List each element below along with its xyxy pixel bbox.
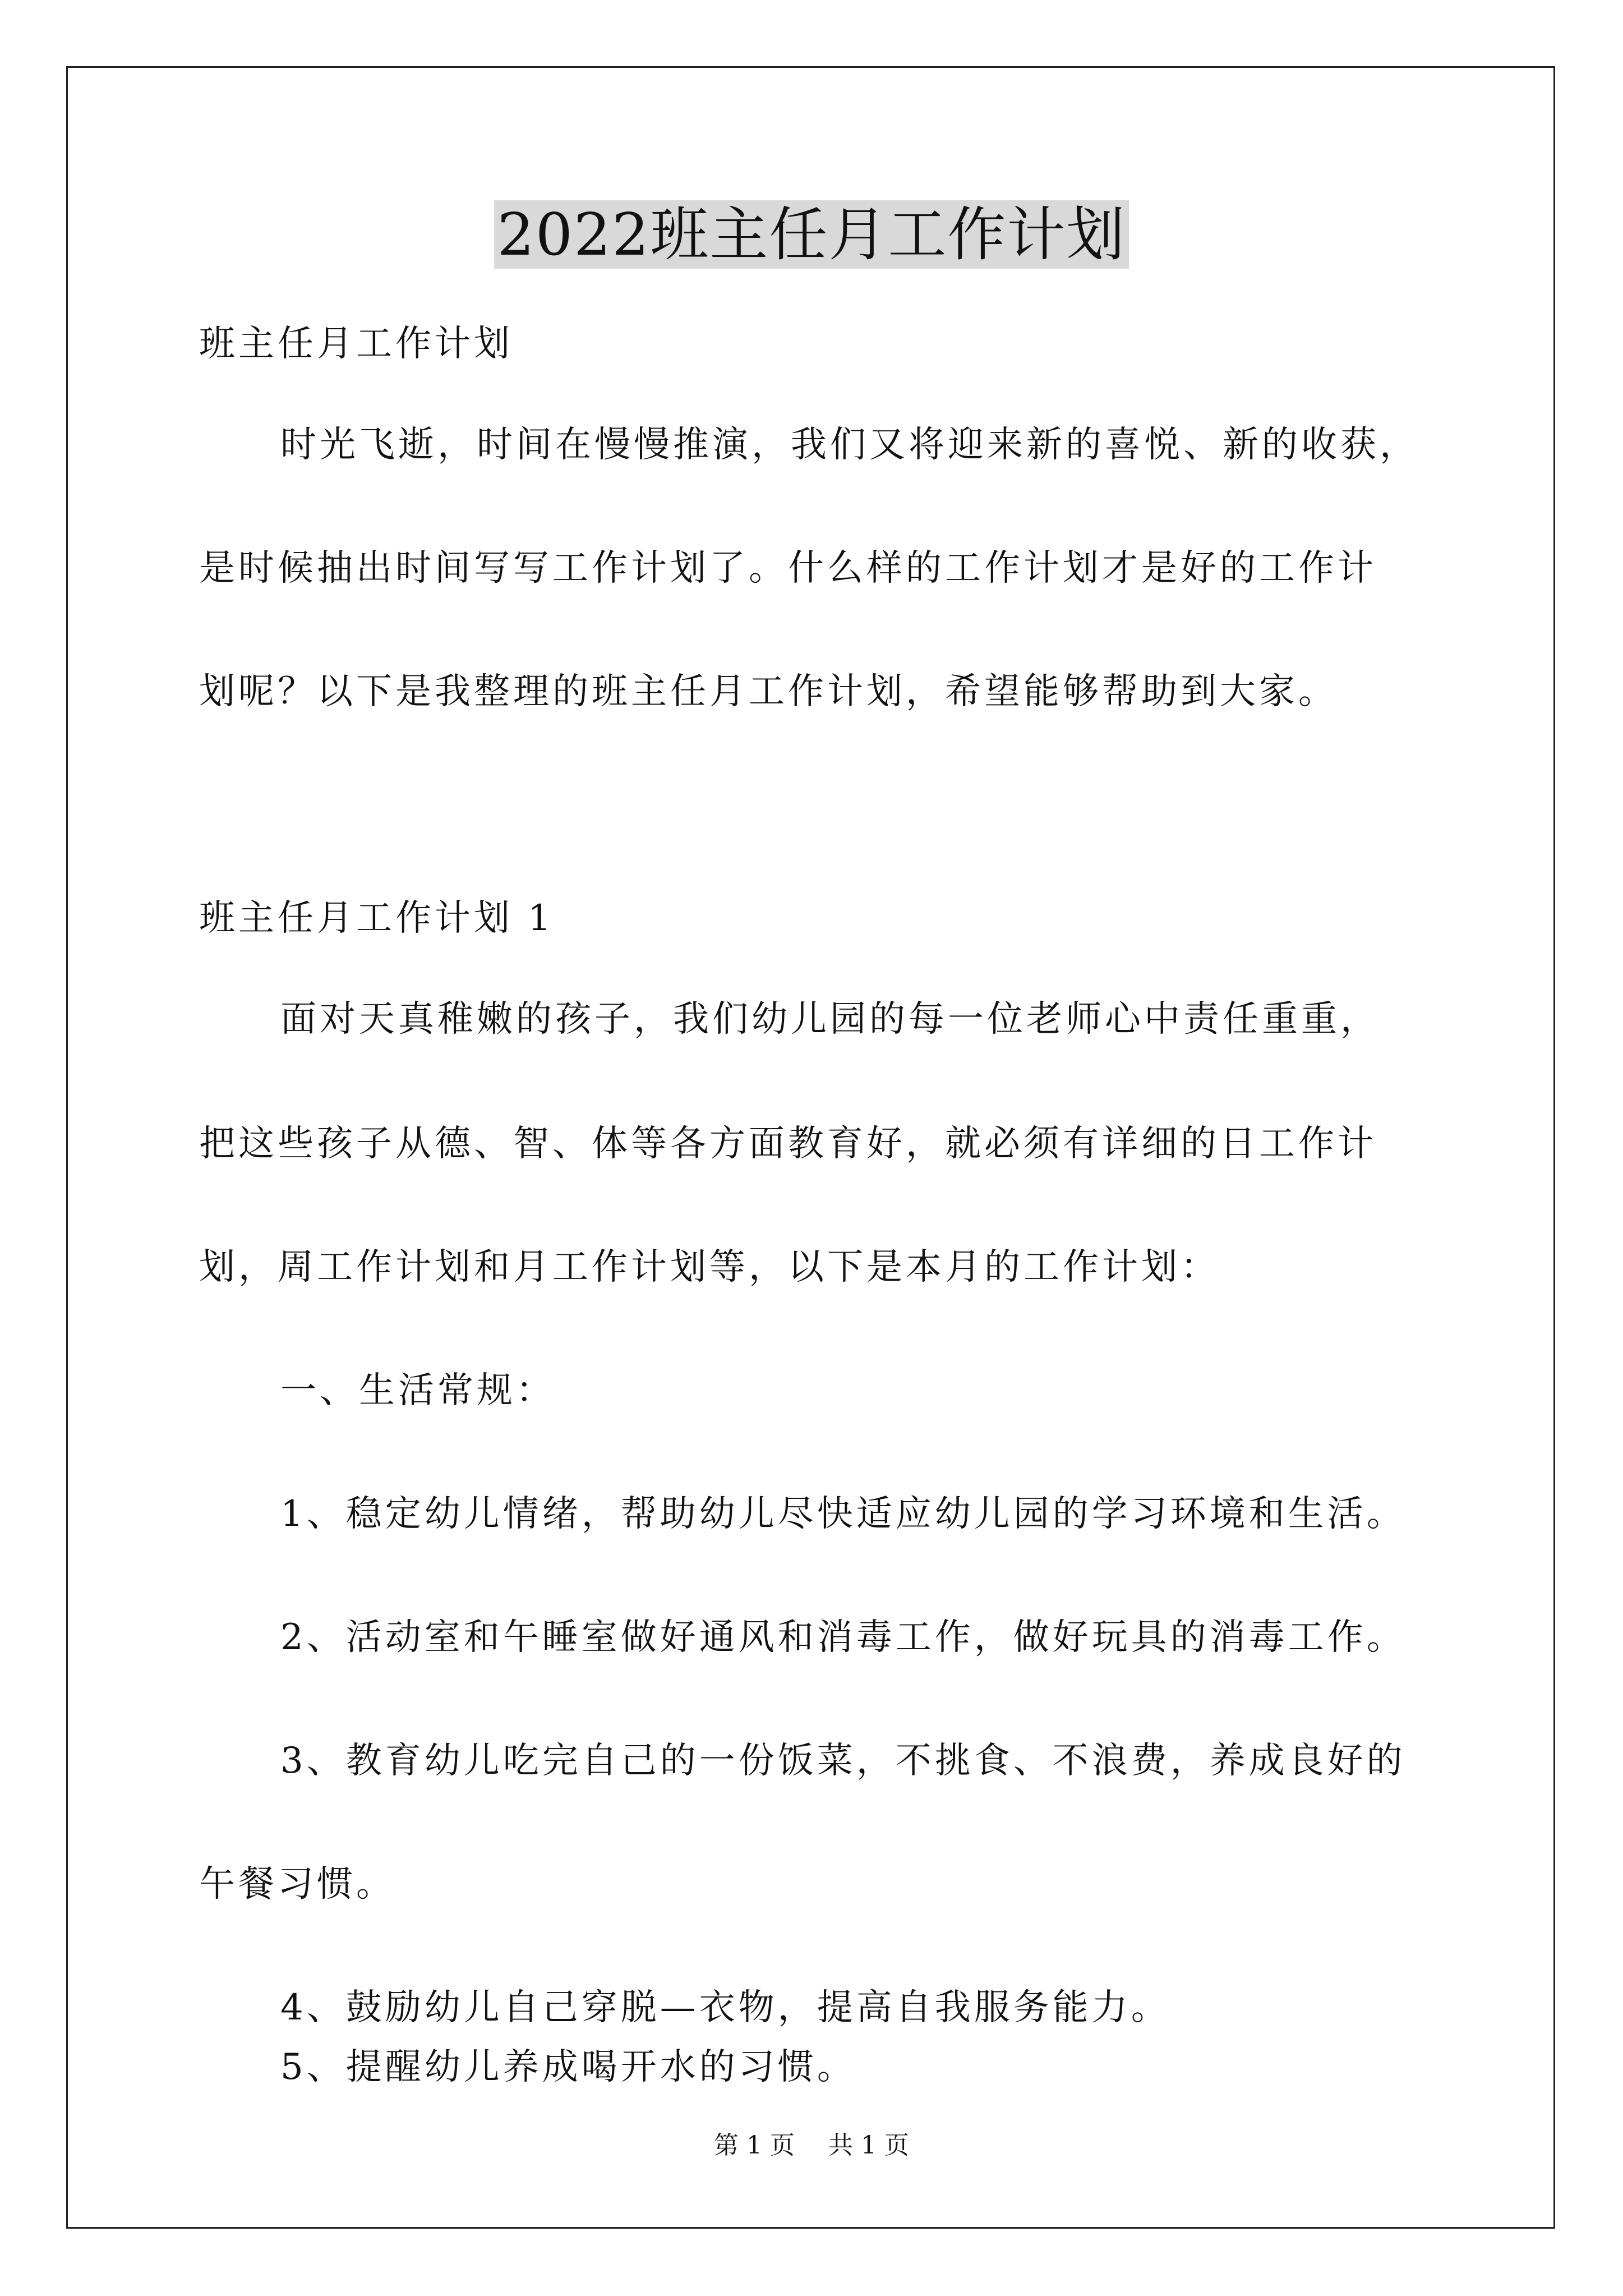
page-number: 第 1 页 <box>714 2131 795 2160</box>
list-item-2: 2、活动室和午睡室做好通风和消毒工作，做好玩具的消毒工作。 <box>280 1617 1406 1658</box>
intro-line-3: 划呢？以下是我整理的班主任月工作计划，希望能够帮助到大家。 <box>199 671 1338 712</box>
intro-line-2: 是时候抽出时间写写工作计划了。什么样的工作计划才是好的工作计 <box>199 547 1377 589</box>
page-footer <box>0 2129 1623 2162</box>
list-item-1: 1、稳定幼儿情绪，帮助幼儿尽快适应幼儿园的学习环境和生活。 <box>280 1493 1406 1535</box>
list-item-3: 3、教育幼儿吃完自己的一份饭菜，不挑食、不浪费，养成良好的 <box>280 1740 1406 1782</box>
subheading-life-routine: 一、生活常规： <box>280 1370 555 1411</box>
list-item-4: 4、鼓励幼儿自己穿脱—衣物，提高自我服务能力。 <box>280 1987 1170 2028</box>
list-item-5: 5、提醒幼儿养成喝开水的习惯。 <box>280 2046 856 2088</box>
page-total: 共 1 页 <box>828 2131 909 2160</box>
title-text: 2022班主任月工作计划 <box>494 200 1129 269</box>
section-intro-line-2: 把这些孩子从德、智、体等各方面教育好，就必须有详细的日工作计 <box>199 1123 1377 1165</box>
section-intro-line-1: 面对天真稚嫩的孩子，我们幼儿园的每一位老师心中责任重重， <box>280 999 1380 1040</box>
intro-line-1: 时光飞逝，时间在慢慢推演，我们又将迎来新的喜悦、新的收获， <box>280 424 1419 466</box>
section-intro-line-3: 划，周工作计划和月工作计划等，以下是本月的工作计划： <box>199 1246 1220 1288</box>
subtitle: 班主任月工作计划 <box>199 323 513 365</box>
section-heading: 班主任月工作计划 1 <box>199 898 555 939</box>
document-title <box>0 195 1623 274</box>
list-item-3-cont: 午餐习惯。 <box>199 1864 395 1905</box>
